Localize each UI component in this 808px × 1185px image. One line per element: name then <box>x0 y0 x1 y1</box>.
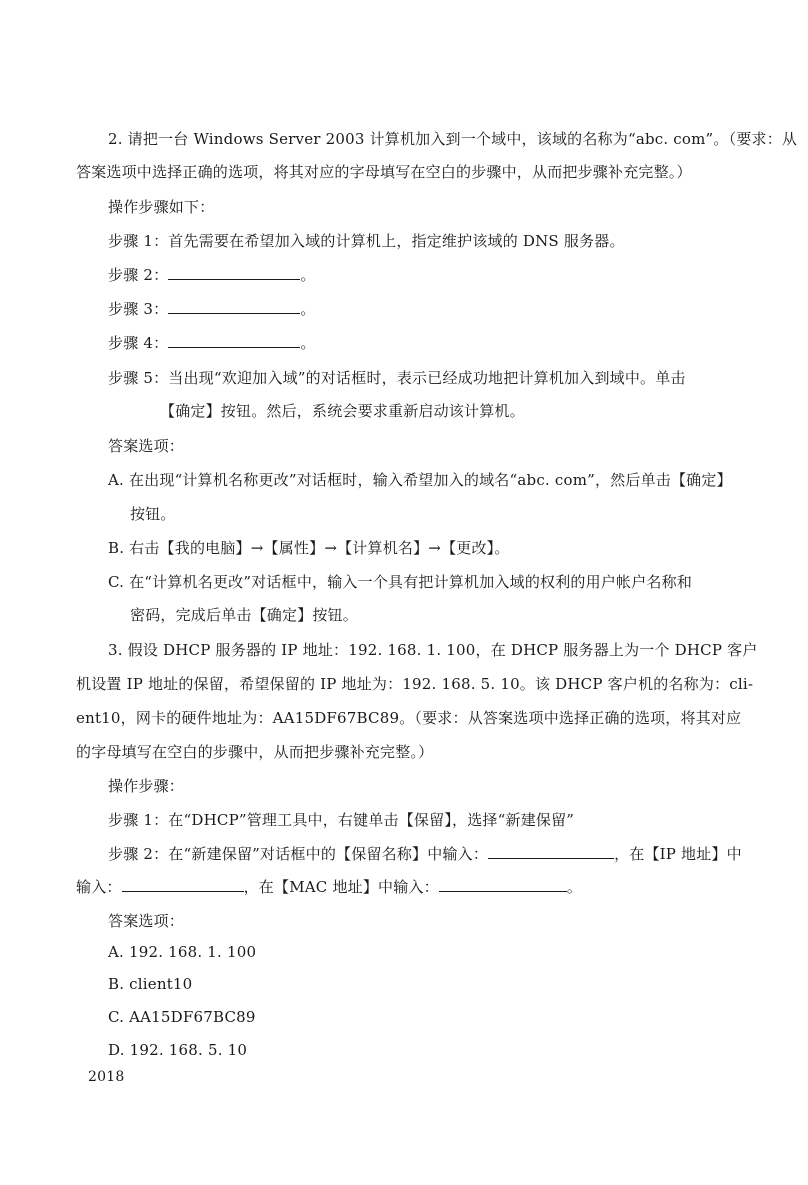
q2-option-a-line-2: 按钮。 <box>130 505 176 523</box>
q2-step-2-blank[interactable] <box>168 265 300 280</box>
q2-step-5-line-2: 【确定】按钮。然后，系统会要求重新启动该计算机。 <box>160 402 525 420</box>
q3-reservation-name-blank[interactable] <box>488 844 614 859</box>
q2-option-b: B. 右击【我的电脑】→【属性】→【计算机名】→【更改】。 <box>108 539 510 557</box>
q2-option-c-line-2: 密码，完成后单击【确定】按钮。 <box>130 606 359 624</box>
q3-step-2-text-b: ，在【IP 地址】中 <box>614 845 742 863</box>
q2-answers-title: 答案选项： <box>108 437 185 455</box>
q2-line-2: 答案选项中选择正确的选项，将其对应的字母填写在空白的步骤中，从而把步骤补充完整。） <box>76 163 692 181</box>
q2-step-2-label: 步骤 2： <box>108 266 169 284</box>
q3-option-a: A. 192. 168. 1. 100 <box>108 943 257 961</box>
q2-step-2-period: 。 <box>300 266 316 284</box>
q2-step-4-period: 。 <box>300 334 316 352</box>
q3-step-2-text-a: 步骤 2：在“新建保留”对话框中的【保留名称】中输入： <box>108 845 489 863</box>
q2-step-3-label: 步骤 3： <box>108 300 169 318</box>
q2-step-4-blank[interactable] <box>168 333 300 348</box>
q2-step-3-blank[interactable] <box>168 299 300 314</box>
q2-step-5-line-1: 步骤 5：当出现“欢迎加入域”的对话框时，表示已经成功地把计算机加入到域中。单击 <box>108 369 686 387</box>
q2-steps-title: 操作步骤如下： <box>108 198 215 216</box>
q3-step-2-line-1 <box>108 844 742 864</box>
q3-option-b: B. client10 <box>108 975 193 993</box>
q3-step-1: 步骤 1：在“DHCP”管理工具中，右键单击【保留】，选择“新建保留” <box>108 811 575 829</box>
q3-step-2-text-c: 输入： <box>76 878 122 896</box>
q3-ip-address-blank[interactable] <box>122 877 244 892</box>
page-number: 2018 <box>88 1069 125 1085</box>
q2-step-2 <box>108 265 316 285</box>
q2-step-1: 步骤 1：首先需要在希望加入域的计算机上，指定维护该域的 DNS 服务器。 <box>108 232 625 250</box>
q3-step-2-line-2 <box>76 877 582 897</box>
q3-step-2-period: 。 <box>566 878 583 896</box>
q3-option-c: C. AA15DF67BC89 <box>108 1008 256 1026</box>
q3-mac-address-blank[interactable] <box>439 877 567 892</box>
q3-steps-title: 操作步骤： <box>108 777 185 795</box>
q3-line-1: 3. 假设 DHCP 服务器的 IP 地址：192. 168. 1. 100，在 DHCP 服务器上为一个 DHCP 客户 <box>108 641 758 659</box>
q2-step-3 <box>108 299 316 319</box>
q3-line-2: 机设置 IP 地址的保留，希望保留的 IP 地址为：192. 168. 5. 10。该 DHCP 客户机的名称为：cli- <box>76 675 754 693</box>
q2-option-a-line-1: A. 在出现“计算机名称更改”对话框时，输入希望加入的域名“abc. com”，然后单击【确定】 <box>108 471 732 489</box>
q3-line-3: ent10，网卡的硬件地址为：AA15DF67BC89。（要求：从答案选项中选择正确的选项，将其对应 <box>76 709 742 727</box>
q2-option-c-line-1: C. 在“计算机名更改”对话框中，输入一个具有把计算机加入域的权利的用户帐户名称和 <box>108 573 693 591</box>
q2-step-3-period: 。 <box>300 300 316 318</box>
q3-line-4: 的字母填写在空白的步骤中，从而把步骤补充完整。） <box>76 743 434 761</box>
q3-step-2-text-d: ，在【MAC 地址】中输入： <box>243 878 439 896</box>
q3-option-d: D. 192. 168. 5. 10 <box>108 1041 248 1059</box>
q2-step-4 <box>108 333 316 353</box>
q3-answers-title: 答案选项： <box>108 912 185 930</box>
q2-step-4-label: 步骤 4： <box>108 334 169 352</box>
q2-line-1: 2. 请把一台 Windows Server 2003 计算机加入到一个域中，该域的名称为“abc. com”。（要求：从 <box>108 130 798 148</box>
